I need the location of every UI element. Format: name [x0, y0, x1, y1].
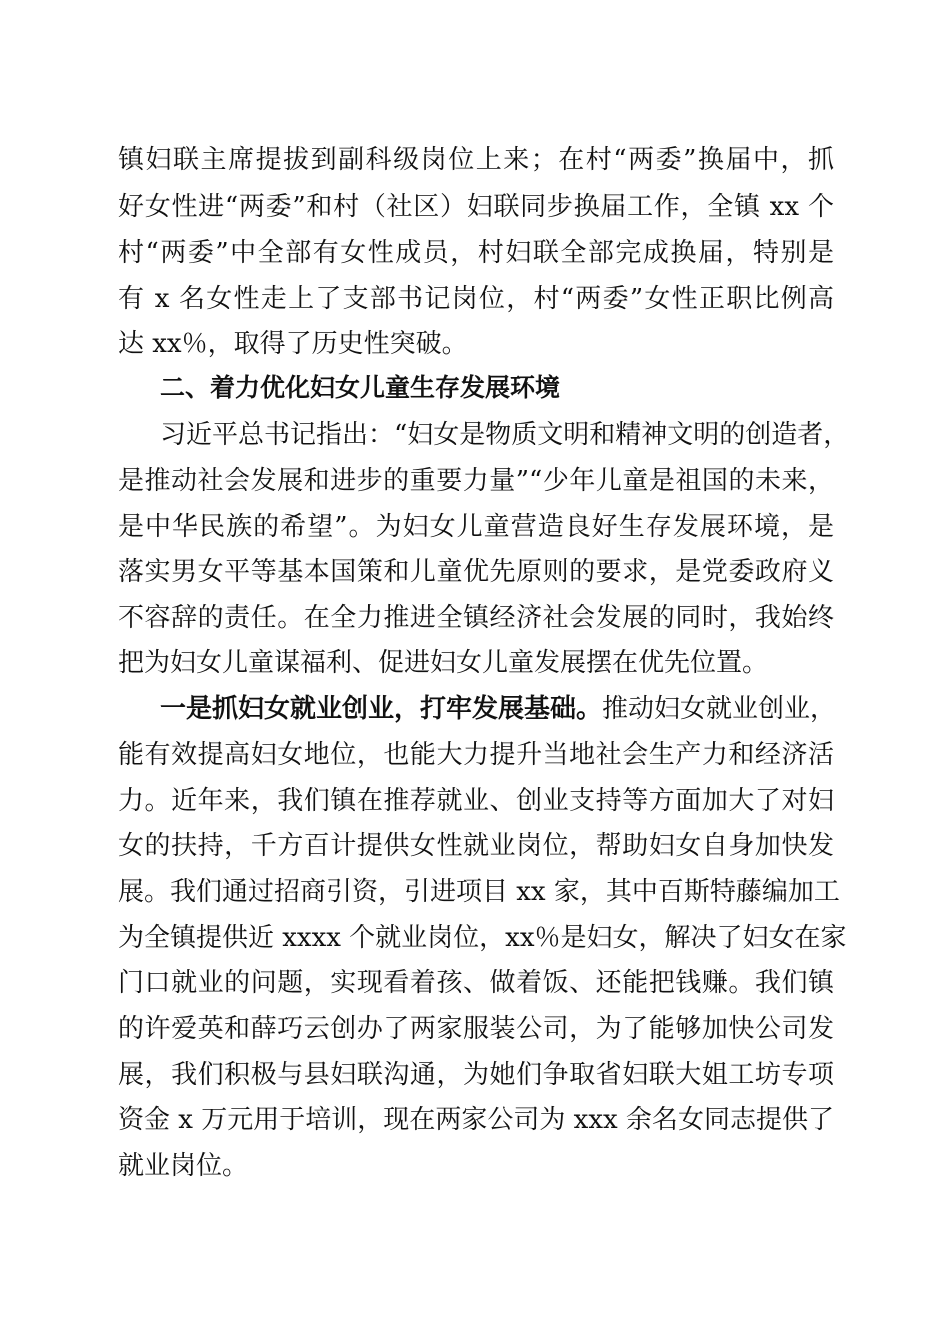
section-heading: 二、着力优化妇女儿童生存发展环境 [160, 373, 561, 402]
paragraph-3-first-line [160, 686, 837, 732]
paragraph-3-lead-rest: 推动妇女就业创业， [602, 694, 837, 724]
paragraph-3-line: 资金 x 万元用于培训，现在两家公司为 xxx 余名女同志提供了 [118, 1105, 834, 1135]
paragraph-1-line: 有 x 名女性走上了支部书记岗位，村“两委”女性正职比例高 [118, 284, 834, 314]
paragraph-3-line: 为全镇提供近 xxxx 个就业岗位，xx％是妇女，解决了妇女在家 [118, 923, 847, 953]
paragraph-2-line: 习近平总书记指出：“妇女是物质文明和精神文明的创造者， [160, 420, 850, 450]
paragraph-1-line: 镇妇联主席提拔到副科级岗位上来；在村“两委”换届中，抓 [118, 145, 834, 175]
paragraph-3-line: 能有效提高妇女地位，也能大力提升当地社会生产力和经济活 [118, 740, 834, 770]
paragraph-2-line: 是中华民族的希望”。为妇女儿童营造良好生存发展环境，是 [118, 512, 834, 542]
paragraph-3-line: 就业岗位。 [118, 1151, 249, 1181]
paragraph-2-line: 是推动社会发展和进步的重要力量”“少年儿童是祖国的未来， [118, 466, 834, 496]
paragraph-1-line: 达 xx％，取得了历史性突破。 [118, 329, 468, 359]
paragraph-3-line: 力。近年来，我们镇在推荐就业、创业支持等方面加大了对妇 [118, 786, 834, 816]
paragraph-2-line: 落实男女平等基本国策和儿童优先原则的要求，是党委政府义 [118, 557, 834, 587]
paragraph-3-line: 展。我们通过招商引资，引进项目 xx 家，其中百斯特藤编加工 [118, 877, 840, 907]
paragraph-3-line: 的许爱英和薛巧云创办了两家服装公司，为了能够加快公司发 [118, 1014, 834, 1044]
paragraph-2-line: 不容辞的责任。在全力推进全镇经济社会发展的同时，我始终 [118, 603, 834, 633]
paragraph-2-line: 把为妇女儿童谋福利、促进妇女儿童发展摆在优先位置。 [118, 648, 769, 678]
paragraph-3-lead-bold: 一是抓妇女就业创业，打牢发展基础。 [160, 694, 603, 724]
paragraph-1-line: 村“两委”中全部有女性成员，村妇联全部完成换届，特别是 [118, 238, 834, 268]
paragraph-3-line: 门口就业的问题，实现看着孩、做着饭、还能把钱赚。我们镇 [118, 968, 834, 998]
paragraph-3-line: 女的扶持，千方百计提供女性就业岗位，帮助妇女自身加快发 [118, 831, 834, 861]
paragraph-3-line: 展，我们积极与县妇联沟通，为她们争取省妇联大姐工坊专项 [118, 1060, 834, 1090]
paragraph-1-line: 好女性进“两委”和村（社区）妇联同步换届工作，全镇 xx 个 [118, 192, 834, 222]
